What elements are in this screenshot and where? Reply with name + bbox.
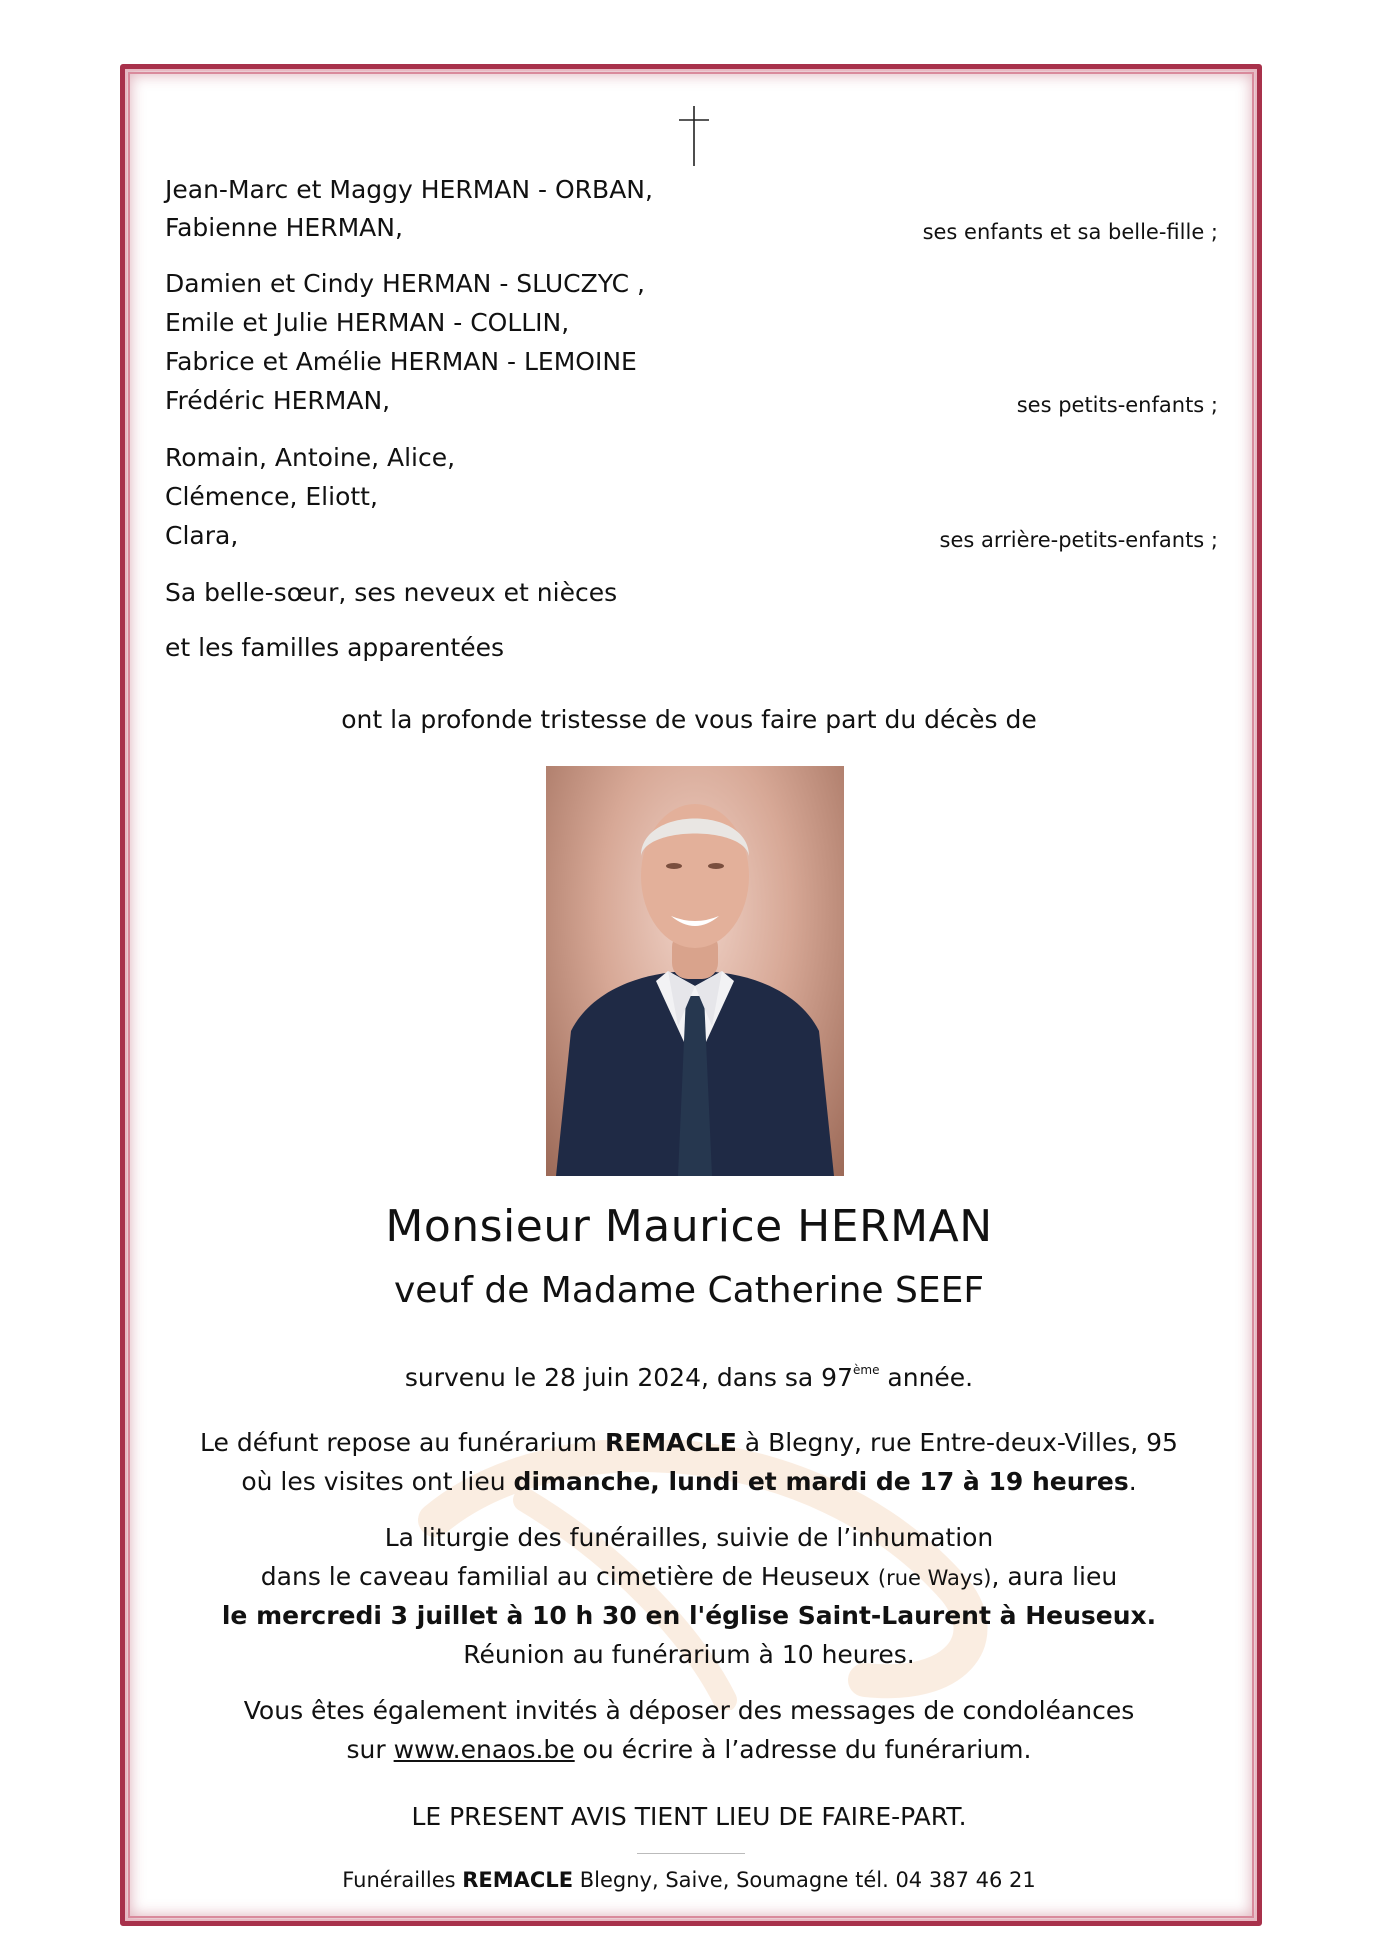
family-line: Clémence, Eliott, (165, 482, 378, 511)
families-line: et les familles apparentées (165, 633, 505, 662)
notice: LE PRESENT AVIS TIENT LIEU DE FAIRE-PART. (411, 1802, 967, 1831)
visitation-hours: où les visites ont lieu dimanche, lundi et mardi de 17 à 19 heures. (241, 1467, 1137, 1496)
family-line: Emile et Julie HERMAN - COLLIN, (165, 308, 570, 337)
funeral-liturgy: La liturgie des funérailles, suivie de l’inhumation (384, 1523, 994, 1552)
footer: Funérailles REMACLE Blegny, Saive, Soumagne tél. 04 387 46 21 (342, 1868, 1036, 1892)
announcement: ont la profonde tristesse de vous faire part du décès de (341, 705, 1037, 734)
portrait-photo (546, 766, 844, 1176)
family-line: Fabienne HERMAN, (165, 213, 403, 242)
family-line: Jean-Marc et Maggy HERMAN - ORBAN, (165, 175, 653, 204)
deceased-spouse: veuf de Madame Catherine SEEF (393, 1270, 985, 1311)
deceased-name: Monsieur Maurice HERMAN (385, 1201, 993, 1252)
family-line: Damien et Cindy HERMAN - SLUCZYC , (165, 269, 645, 298)
footer-divider (637, 1853, 745, 1854)
family-role: ses arrière-petits-enfants ; (939, 528, 1218, 552)
family-role: ses enfants et sa belle-fille ; (922, 220, 1218, 244)
website-link[interactable]: www.enaos.be (393, 1735, 575, 1764)
funeral-meeting: Réunion au funérarium à 10 heures. (463, 1640, 915, 1669)
funeral-datetime: le mercredi 3 juillet à 10 h 30 en l'église Saint-Laurent à Heuseux. (221, 1601, 1157, 1630)
family-role: ses petits-enfants ; (1016, 393, 1218, 417)
death-date: survenu le 28 juin 2024, dans sa 97ème année. (404, 1363, 974, 1392)
funeral-burial: dans le caveau familial au cimetière de Heuseux (rue Ways), aura lieu (260, 1562, 1118, 1591)
visitation-location: Le défunt repose au funérarium REMACLE à Blegny, rue Entre-deux-Villes, 95 (200, 1428, 1178, 1457)
condolences-website: sur www.enaos.be ou écrire à l’adresse du funérarium. (346, 1735, 1032, 1764)
family-line: Clara, (165, 521, 239, 550)
condolences-line: Vous êtes également invités à déposer des messages de condoléances (243, 1696, 1135, 1725)
family-line: Romain, Antoine, Alice, (165, 443, 456, 472)
cross-icon (678, 106, 710, 166)
family-line: Fabrice et Amélie HERMAN - LEMOINE (165, 347, 637, 376)
relatives-line: Sa belle-sœur, ses neveux et nièces (165, 578, 618, 607)
family-line: Frédéric HERMAN, (165, 386, 391, 415)
